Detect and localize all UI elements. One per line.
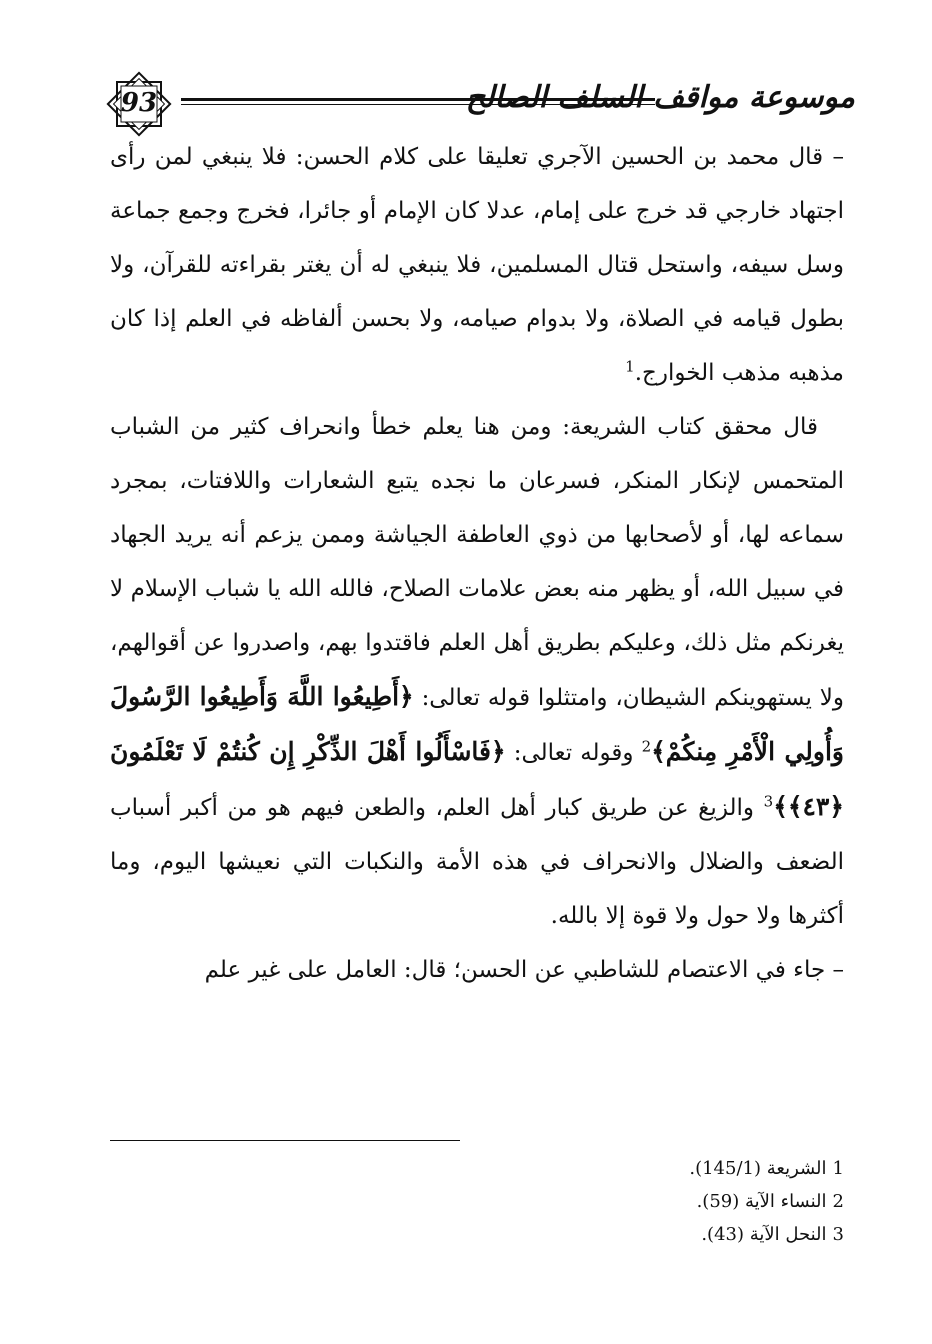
footnote-text: النحل الآية (43).: [701, 1224, 827, 1245]
footnote-text: النساء الآية (59).: [696, 1191, 827, 1212]
paragraph-3: [110, 943, 844, 997]
footnote-number: 2: [832, 1191, 844, 1212]
paragraph-3-text: – جاء في الاعتصام للشاطبي عن الحسن؛ قال: العامل على غير علم: [204, 957, 844, 983]
main-text: [110, 130, 844, 997]
footnote-2: [110, 1185, 844, 1218]
footnote-number: 3: [832, 1224, 844, 1245]
footnote-separator: [110, 1140, 460, 1141]
footnote-number: 1: [832, 1158, 844, 1179]
paragraph-2-after: والزيغ عن طريق كبار أهل العلم، والطعن فيهم هو من أكبر أسباب الضعف والضلال والانحراف في هذه الأمة والنكبات التي نعيشها اليوم، وما أكثرها ولا حول ولا قوة إلا بالله.: [110, 795, 844, 929]
quran-verse-2: ﴿فَاسْأَلُوا أَهْلَ الذِّكْرِ إِن كُنتُمْ لَا تَعْلَمُونَ ﴿٤٣﴾﴾: [110, 737, 844, 821]
footnote-text: الشريعة (145/1).: [689, 1158, 827, 1179]
footnotes: [110, 1152, 844, 1251]
footnote-3: [110, 1218, 844, 1251]
footnote-ref-1: 1: [625, 357, 635, 376]
paragraph-2-middle: وقوله تعالى:: [513, 740, 634, 766]
paragraph-1-text: – قال محمد بن الحسين الآجري تعليقا على كلام الحسن: فلا ينبغي لمن رأى اجتهاد خارجي قد خرج على إمام، عدلا كان الإمام أو جائرا، فخرج وجمع جماعة وسل سيفه، واستحل قتال المسلمين، فلا ينبغي له أن يغتر بقراءته للقرآن، ولا بطول قيامه في الصلاة، ولا بدوام صيامه، ولا بحسن ألفاظه في العلم إذا كان مذهبه مذهب الخوارج.: [110, 144, 844, 386]
footnote-ref-3: 3: [763, 792, 774, 811]
footnote-1: [110, 1152, 844, 1185]
series-title: موسوعة مواقف السلف الصالح: [465, 80, 855, 115]
paragraph-2-before: قال محقق كتاب الشريعة: ومن هنا يعلم خطأ وانحراف كثير من الشباب المتحمس لإنكار المنكر، فسرعان ما نجده يتبع الشعارات واللافتات، بمجرد سماعه لها، أو لأصحابها من ذوي العاطفة الجياشة وممن يزعم أنه يريد الجهاد في سبيل الله، أو يظهر منه بعض علامات الصلاح، فالله الله يا شباب الإسلام لا يغرنكم مثل ذلك، وعليكم بطريق أهل العلم فاقتدوا بهم، واصدروا عن أقوالهم، ولا يستهوينكم الشيطان، وامتثلوا قوله تعالى:: [110, 414, 845, 711]
page-number: 93: [120, 88, 158, 118]
quran-verse-1: ﴿أَطِيعُوا اللَّهَ وَأَطِيعُوا الرَّسُولَ وَأُولِي الْأَمْرِ مِنكُمْ﴾: [110, 682, 845, 766]
paragraph-2: [110, 400, 844, 943]
page-header: [95, 60, 855, 140]
footnote-ref-2: 2: [641, 737, 652, 756]
paragraph-1: [110, 130, 844, 400]
